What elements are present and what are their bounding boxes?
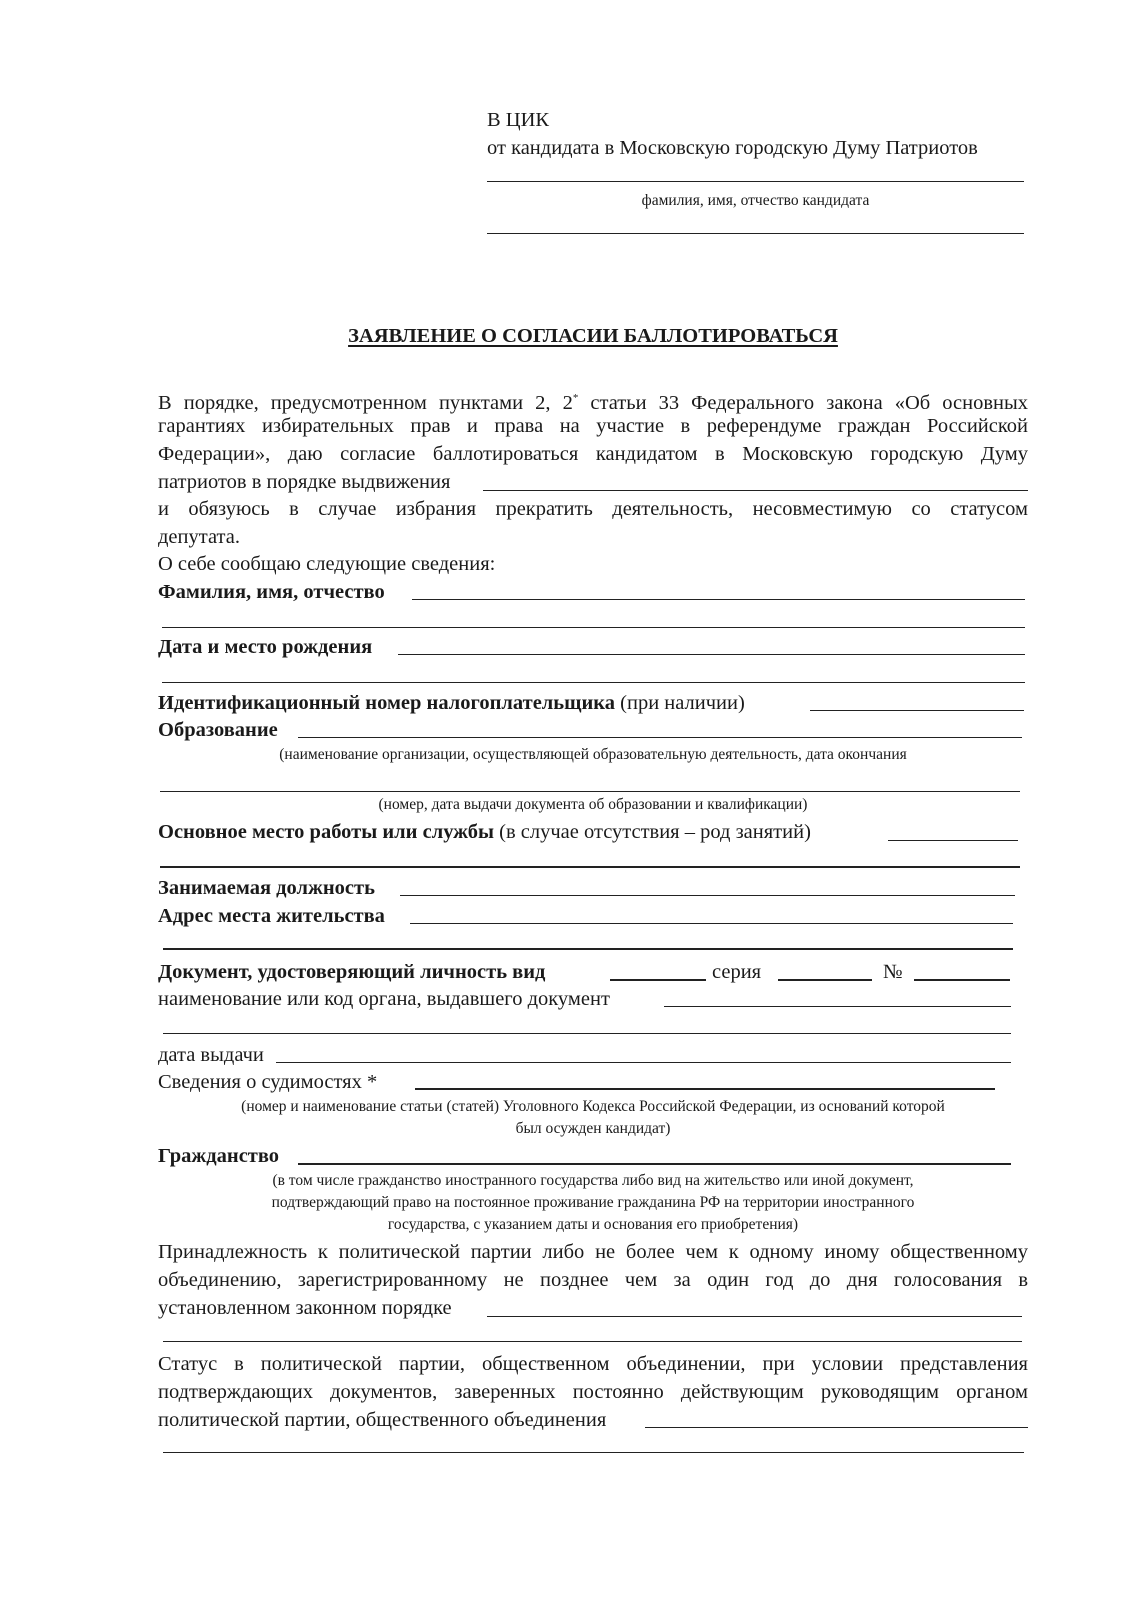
nomination-method-field[interactable] xyxy=(483,490,1028,491)
inn-label xyxy=(158,691,745,715)
education-caption-1: (наименование организации, осуществляющей образовательную деятельность, дата окончания xyxy=(279,746,907,763)
fio-field[interactable] xyxy=(412,599,1025,600)
birth-label: Дата и место рождения xyxy=(158,636,373,658)
work-label-note: (в случае отсутствия – род занятий) xyxy=(494,821,811,843)
status-line-2: подтверждающих документов, заверенных постоянно действующим руководящим органом xyxy=(158,1381,1028,1403)
id-series-label: серия xyxy=(712,961,762,983)
citizenship-caption-3: государства, с указанием даты и основания его приобретения) xyxy=(387,1216,799,1233)
party-field[interactable] xyxy=(487,1316,1022,1317)
work-field[interactable] xyxy=(888,840,1018,841)
id-doc-label: Документ, удостоверяющий личность вид xyxy=(158,961,546,983)
citizenship-label: Гражданство xyxy=(158,1145,280,1167)
intro-line-6: депутата. xyxy=(158,526,240,548)
address-field-2[interactable] xyxy=(163,948,1013,950)
party-line-2: объединению, зарегистрированному не позднее чем за один год до дня голосования в xyxy=(158,1269,1028,1291)
id-number-field[interactable] xyxy=(914,979,1010,981)
position-label: Занимаемая должность xyxy=(158,877,375,899)
convictions-caption-1: (номер и наименование статьи (статей) Уголовного Кодекса Российской Федерации, из оснований которой xyxy=(241,1098,945,1115)
education-field[interactable] xyxy=(298,737,1022,738)
intro-text-1b: статьи 33 Федерального закона «Об основных xyxy=(578,391,1029,414)
party-line-1: Принадлежность к политической партии либо не более чем к одному иному общественному xyxy=(158,1241,1028,1263)
education-label: Образование xyxy=(158,719,278,741)
footnote-mark: * xyxy=(572,392,579,404)
addressee: В ЦИК xyxy=(487,109,550,131)
id-doc-type-field[interactable] xyxy=(610,979,706,981)
candidate-fio-field[interactable] xyxy=(487,181,1024,182)
convictions-field[interactable] xyxy=(415,1088,995,1090)
inn-label-bold: Идентификационный номер налогоплательщика xyxy=(158,692,616,714)
issuer-field-2[interactable] xyxy=(163,1033,1011,1034)
position-field[interactable] xyxy=(400,895,1015,896)
id-series-field[interactable] xyxy=(778,979,872,981)
status-line-1: Статус в политической партии, общественном объединении, при условии представления xyxy=(158,1353,1028,1375)
fio-label: Фамилия, имя, отчество xyxy=(158,581,385,603)
issue-date-field[interactable] xyxy=(276,1062,1011,1063)
id-number-label: № xyxy=(883,961,903,983)
fio-caption: фамилия, имя, отчество кандидата xyxy=(641,192,870,209)
issuer-field[interactable] xyxy=(664,1006,1011,1007)
intro-line-7: О себе сообщаю следующие сведения: xyxy=(158,553,496,575)
citizenship-caption-2: подтверждающий право на постоянное проживание гражданина РФ на территории иностранного xyxy=(271,1194,915,1211)
issue-date-label: дата выдачи xyxy=(158,1044,264,1066)
intro-line-5: и обязуюсь в случае избрания прекратить деятельность, несовместимую со статусом xyxy=(158,498,1028,520)
status-line-3: политической партии, общественного объединения xyxy=(158,1409,607,1431)
intro-line-4: патриотов в порядке выдвижения xyxy=(158,471,451,493)
birth-field-2[interactable] xyxy=(162,682,1025,683)
education-field-2[interactable] xyxy=(160,791,1020,792)
inn-field[interactable] xyxy=(810,710,1024,711)
convictions-caption-2: был осужден кандидат) xyxy=(515,1120,671,1137)
party-line-3: установленном законном порядке xyxy=(158,1297,452,1319)
document-title: ЗАЯВЛЕНИЕ О СОГЛАСИИ БАЛЛОТИРОВАТЬСЯ xyxy=(348,325,838,347)
fio-field-2[interactable] xyxy=(162,627,1025,628)
status-field-2[interactable] xyxy=(163,1452,1024,1453)
work-label xyxy=(158,820,811,844)
citizenship-field[interactable] xyxy=(298,1163,1011,1165)
address-field[interactable] xyxy=(410,923,1013,924)
convictions-label: Сведения о судимостях * xyxy=(158,1071,378,1093)
address-label: Адрес места жительства xyxy=(158,905,385,927)
party-field-2[interactable] xyxy=(163,1341,1022,1342)
work-field-2[interactable] xyxy=(160,866,1020,868)
intro-line-2: гарантиях избирательных прав и права на участие в референдуме граждан Российской xyxy=(158,415,1028,437)
status-field[interactable] xyxy=(645,1427,1028,1428)
citizenship-caption-1: (в том числе гражданство иностранного государства либо вид на жительство или иной документ, xyxy=(272,1172,914,1189)
intro-line-3: Федерации», даю согласие баллотироваться кандидатом в Московскую городскую Думу xyxy=(158,443,1028,465)
work-label-bold: Основное место работы или службы xyxy=(158,821,495,843)
birth-field[interactable] xyxy=(398,654,1025,655)
candidate-fio-field-2[interactable] xyxy=(487,233,1024,234)
inn-label-note: (при наличии) xyxy=(615,692,745,714)
intro-line-1 xyxy=(158,386,1028,415)
education-caption-2: (номер, дата выдачи документа об образовании и квалификации) xyxy=(378,796,808,813)
intro-text-1a: В порядке, предусмотренном пунктами 2, 2 xyxy=(158,391,573,414)
sender-line: от кандидата в Московскую городскую Думу Патриотов xyxy=(487,137,978,159)
issuer-label: наименование или код органа, выдавшего документ xyxy=(158,988,610,1010)
